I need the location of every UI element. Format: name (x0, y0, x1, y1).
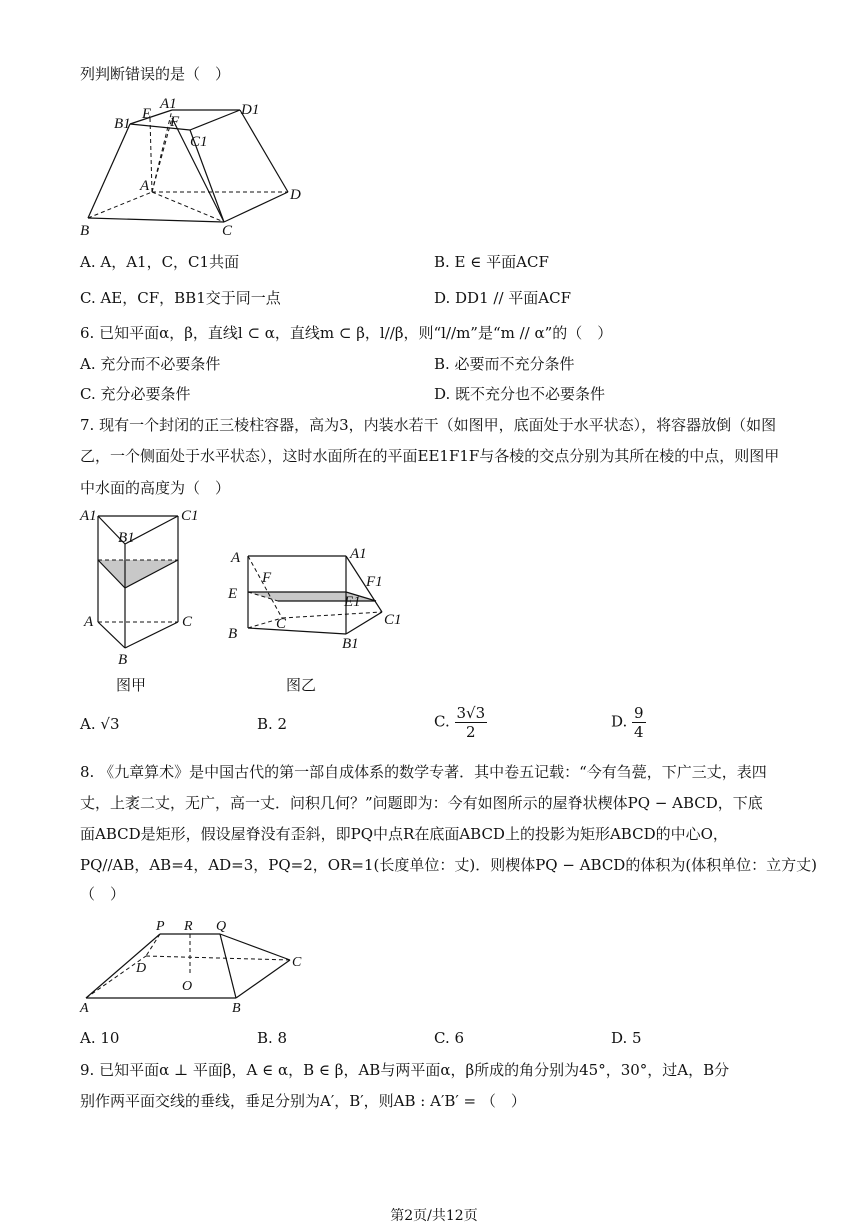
label-F1: F1 (366, 574, 383, 590)
label-D: D (290, 187, 301, 203)
q7-option-a-label: A. (80, 715, 96, 733)
q7-stem-line-2: 乙，一个侧面处于水平状态），这时水面所在的平面EE1F1F与各棱的交点分别为其所在棱的中点，则图甲 (80, 447, 780, 465)
label-B: B (118, 652, 128, 668)
q8-option-a: A. 10 (80, 1029, 120, 1047)
q7-option-a-value: √3 (100, 715, 120, 733)
q8-stem-line-2: 丈，上袤二丈，无广，高一丈．问积几何？”问题即为：今有如图所示的屋脊状楔体PQ − ABCD，下底 (80, 794, 763, 812)
q8-option-c: C. 6 (434, 1029, 465, 1047)
q6-option-b: B. 必要而不充分条件 (434, 355, 575, 373)
q7-option-c-label: C. (434, 712, 450, 731)
label-A: A (231, 550, 241, 566)
label-C: C (276, 616, 287, 632)
q7-option-d-label: D. (611, 712, 628, 731)
label-A: A (140, 178, 150, 194)
label-C1: C1 (190, 134, 208, 150)
q7-stem-line-3: 中水面的高度为（ ） (80, 479, 231, 497)
q9-stem-line-1: 9. 已知平面α ⊥ 平面β，A ∈ α，B ∈ β，AB与两平面α，β所成的角分别为45°，30°，过A，B分 (80, 1061, 730, 1079)
label-A1: A1 (160, 96, 177, 112)
q6-option-d: D. 既不充分也不必要条件 (434, 385, 606, 403)
label-B: B (80, 223, 90, 239)
q7-option-b: B. 2 (257, 715, 288, 733)
q7-option-d (611, 704, 646, 741)
q7-option-d-denominator: 4 (634, 723, 644, 741)
label-A: A (84, 614, 94, 630)
q5-frustum-figure (78, 96, 318, 241)
q6-option-c: C. 充分必要条件 (80, 385, 191, 403)
q7-option-d-numerator: 9 (634, 704, 644, 722)
label-B1: B1 (342, 636, 359, 652)
label-C1: C1 (384, 612, 402, 628)
label-A: A (80, 1001, 89, 1015)
q7-option-c (434, 704, 487, 741)
label-D: D (136, 961, 147, 976)
q7-stem-line-1: 7. 现有一个封闭的正三棱柱容器，高为3，内装水若干（如图甲，底面处于水平状态），将容器放倒（如图 (80, 416, 777, 434)
q6-option-a: A. 充分而不必要条件 (80, 355, 221, 373)
label-E: E (142, 106, 152, 122)
label-B: B (228, 626, 238, 642)
label-B: B (232, 1001, 241, 1015)
label-F: F (170, 114, 180, 130)
q8-stem-line-4: PQ//AB，AB=4，AD=3，PQ=2，OR=1(长度单位：丈)．则楔体PQ − ABCD的体积为(体积单位：立方丈) (80, 856, 818, 874)
label-B1: B1 (114, 116, 131, 132)
q7-option-c-numerator: 3√3 (456, 704, 486, 722)
q5-option-d: D. DD1 // 平面ACF (434, 289, 571, 307)
label-C: C (182, 614, 193, 630)
label-R: R (184, 919, 193, 934)
label-O: O (182, 979, 193, 994)
q8-stem-line-3: 面ABCD是矩形，假设屋脊没有歪斜，即PQ中点R在底面ABCD上的投影为矩形ABCD的中心O， (80, 825, 728, 843)
label-D1: D1 (241, 102, 260, 118)
q7-option-c-denominator: 2 (466, 723, 476, 741)
q8-stem-line-5: （ ） (80, 885, 126, 903)
q5-option-c: C. AE，CF，BB1交于同一点 (80, 289, 281, 307)
q7-option-d-fraction (632, 704, 646, 741)
label-F: F (262, 570, 272, 586)
q8-option-b: B. 8 (257, 1029, 288, 1047)
label-A1: A1 (350, 546, 367, 562)
q8-option-d: D. 5 (611, 1029, 642, 1047)
label-E1: E1 (344, 594, 361, 610)
q7-fig2-caption: 图乙 (286, 676, 317, 694)
q7-fig1-caption: 图甲 (116, 676, 147, 694)
label-Q: Q (216, 919, 227, 934)
label-C: C (222, 223, 233, 239)
label-C: C (292, 955, 302, 970)
q7-figure-jia (78, 504, 208, 670)
q5-stem: 列判断错误的是（ ） (80, 65, 231, 83)
page-footer: 第2页/共12页 (390, 1208, 478, 1224)
label-E: E (228, 586, 238, 602)
label-P: P (156, 919, 165, 934)
label-A1: A1 (80, 508, 97, 524)
q9-stem-line-2: 别作两平面交线的垂线，垂足分别为A′，B′，则AB : A′B′ = （ ） (80, 1092, 526, 1110)
label-B1: B1 (118, 530, 135, 546)
q5-option-a: A. A，A1，C，C1共面 (80, 253, 240, 271)
q8-stem-line-1: 8. 《九章算术》是中国古代的第一部自成体系的数学专著．其中卷五记载：“今有刍甍，下广三丈，表四 (80, 763, 767, 781)
q5-option-b: B. E ∈ 平面ACF (434, 253, 549, 271)
q7-option-c-fraction (455, 704, 488, 741)
q6-stem: 6. 已知平面α，β，直线l ⊂ α，直线m ⊂ β，l//β，则“l//m”是“m // α”的（ ） (80, 324, 613, 342)
q7-option-a (80, 714, 120, 734)
q8-wedge-figure (78, 910, 318, 1015)
label-C1: C1 (181, 508, 199, 524)
q7-figure-yi (226, 540, 406, 655)
